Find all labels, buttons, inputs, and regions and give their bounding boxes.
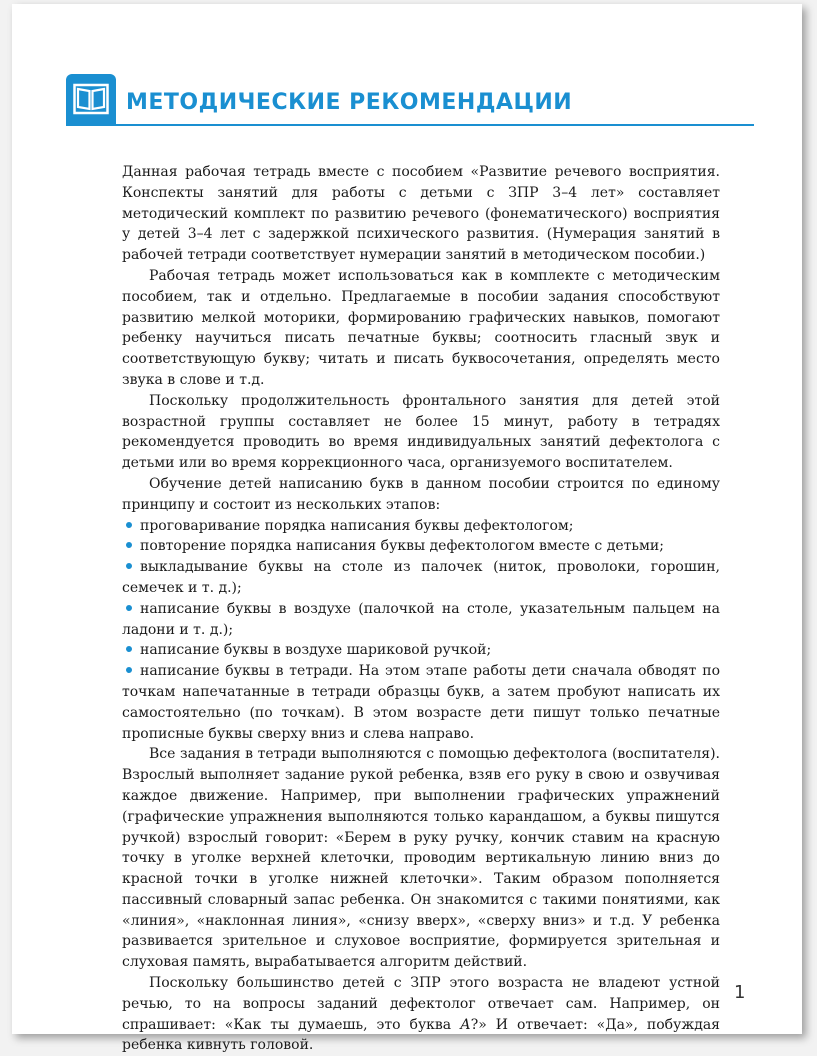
bullet-icon: [126, 605, 132, 611]
letter-a: А: [460, 1016, 471, 1033]
list-item: повторение порядка написания буквы дефектологом вместе с детьми;: [122, 536, 720, 557]
paragraph-1: Данная рабочая тетрадь вместе с пособием «Развитие речевого восприятия. Конспекты занятий для работы с детьми с ЗПР 3–4 лет» составляет методический комплект по развитию речевого (фонематического) восприятия у детей 3–4 лет с задержкой психического развития. (Нумерация занятий в рабочей тетради соответствует нумерации занятий в методическом пособии.): [122, 164, 720, 264]
header-divider: [66, 124, 754, 126]
paragraph-4: Обучение детей написанию букв в данном пособии строится по единому принципу и состоит из нескольких этапов:: [122, 475, 720, 513]
bullet-icon: [126, 563, 132, 569]
page-number: 1: [734, 982, 746, 1003]
stages-list: [122, 516, 720, 745]
body-text: [122, 162, 720, 1056]
bullet-icon: [126, 667, 132, 673]
list-item: написание буквы в воздухе шариковой ручкой;: [122, 640, 720, 661]
bullet-icon: [126, 522, 132, 528]
list-item: проговаривание порядка написания буквы дефектологом;: [122, 516, 720, 537]
paragraph-3: Поскольку продолжительность фронтального занятия для детей этой возрастной группы составляет не более 15 минут, работу в тетрадях рекомендуется проводить во время индивидуальных занятий дефектолога с детьми или во время коррекционного часа, организуемого воспитателем.: [122, 392, 720, 472]
list-item: выкладывание буквы на столе из палочек (ниток, проволоки, горошин, семечек и т. д.);: [122, 559, 720, 596]
paragraph-2: Рабочая тетрадь может использоваться как в комплекте с методическим пособием, так и отдельно. Предлагаемые в пособии задания способствуют развитию мелкой моторики, формированию графических навыков, помогают ребенку научиться писать печатные буквы; соотносить гласный звук и соответствующую букву; читать и писать буквосочетания, определять место звука в слове и т.д.: [122, 267, 720, 388]
section-title: МЕТОДИЧЕСКИЕ РЕКОМЕНДАЦИИ: [126, 90, 573, 115]
bullet-icon: [126, 542, 132, 548]
open-book-icon: [66, 74, 116, 124]
list-item: написание буквы в тетради. На этом этапе работы дети сначала обводят по точкам напечатанные в тетради образцы букв, а затем пробуют написать их самостоятельно (по точкам). В этом возрасте дети пишут только печатные прописные буквы сверху вниз и слева направо.: [122, 663, 720, 742]
bullet-icon: [126, 646, 132, 652]
list-item: написание буквы в воздухе (палочкой на столе, указательным пальцем на ладони и т. д.);: [122, 600, 720, 638]
document-page: [12, 4, 802, 1054]
section-header: [66, 74, 754, 126]
paragraph-6: Поскольку большинство детей с ЗПР этого возраста не владеют устной речью, то на вопросы заданий дефектолог отвечает сам. Например, он спрашивает: «Как ты думаешь, это буква А?» И отвечает: «Да», побуждая ребенка кивнуть головой.: [122, 975, 721, 1054]
paragraph-5: Все задания в тетради выполняются с помощью дефектолога (воспитателя). Взрослый выполняет задание рукой ребенка, взяв его руку в свою и озвучивая каждое движение. Например, при выполнении графических упражнений (графические упражнения выполняются только карандашом, а буквы пишутся ручкой) взрослый говорит: «Берем в руку ручку, кончик ставим на красную точку в уголке верхней клеточки, проводим вертикальную линию вниз до красной точки в уголке нижней клеточки». Таким образом пополняется пассивный словарный запас ребенка. Он знакомится с такими понятиями, как «линия», «наклонная линия», «снизу вверх», «сверху вниз» и т.д. У ребенка развивается зрительное и слуховое восприятие, формируется зрительная и слуховая память, вырабатывается алгоритм действий.: [122, 746, 720, 971]
